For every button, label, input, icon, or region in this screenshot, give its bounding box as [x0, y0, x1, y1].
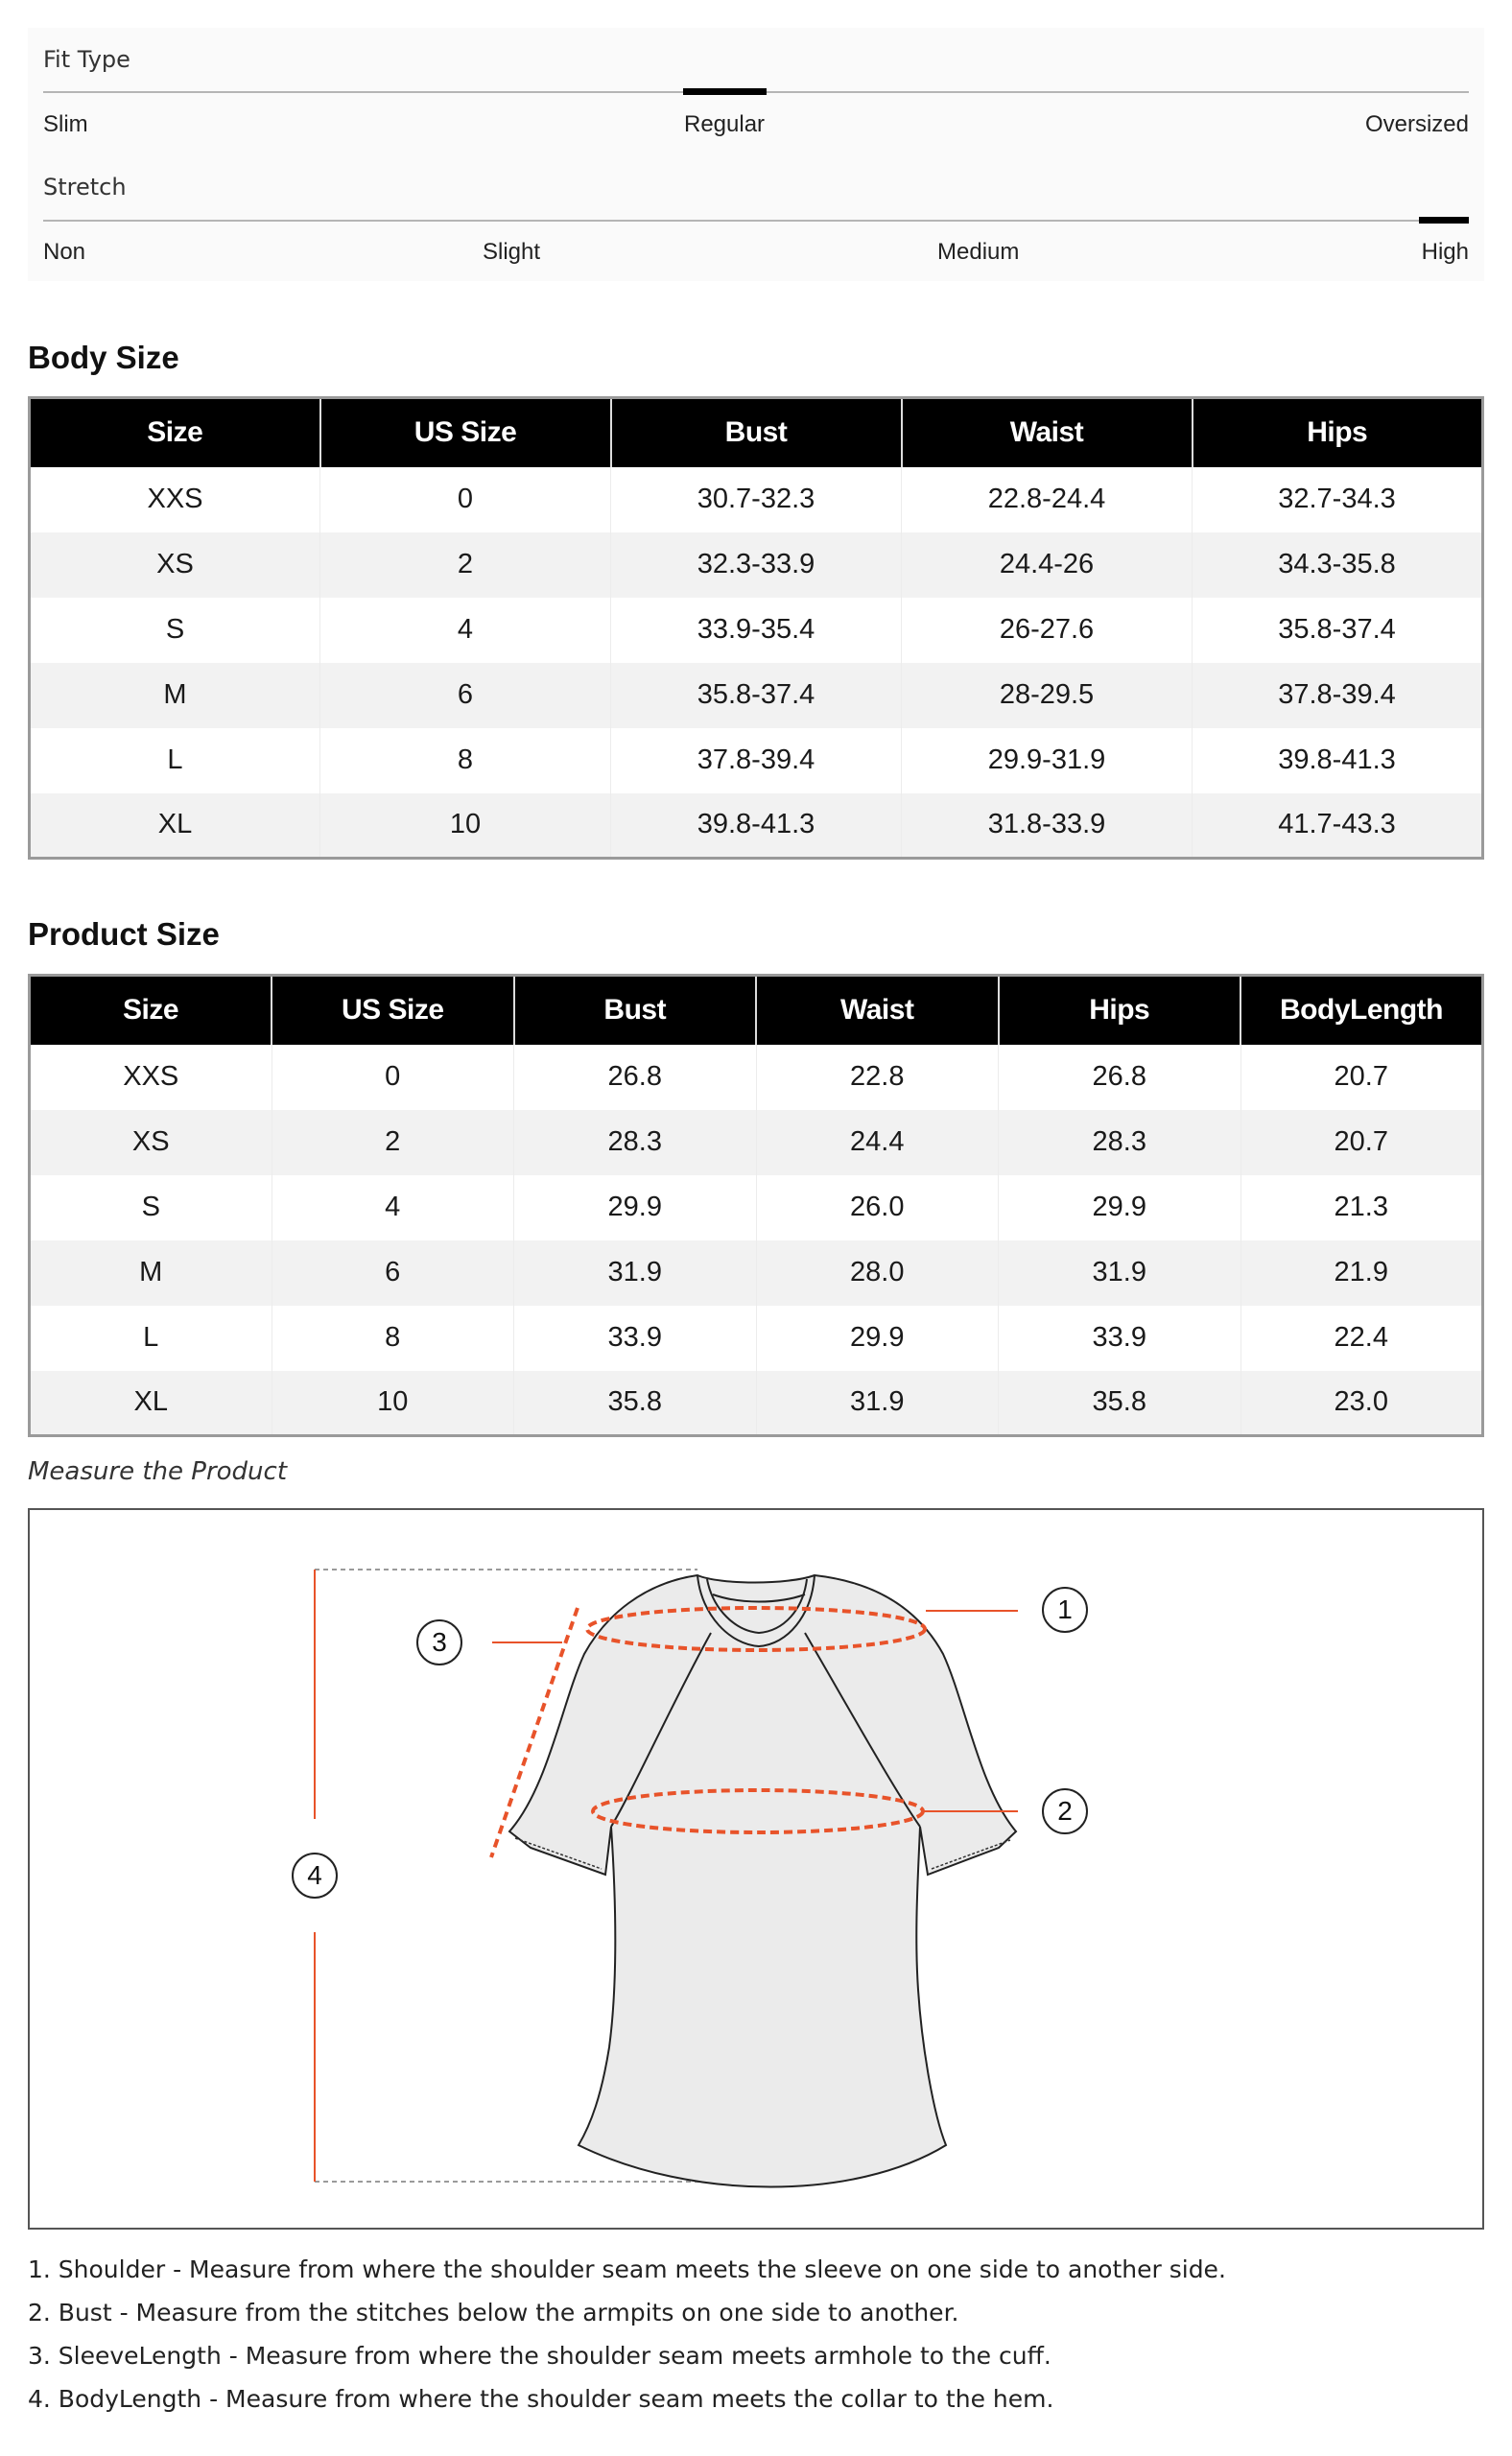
- table-cell: 33.9: [514, 1306, 757, 1371]
- column-header: Hips: [1193, 398, 1483, 467]
- table-cell: 6: [320, 663, 611, 728]
- table-cell: XXS: [30, 467, 320, 532]
- table-cell: 37.8-39.4: [611, 728, 902, 793]
- table-row: [30, 663, 1483, 728]
- marker-1-icon: 1: [1042, 1587, 1088, 1633]
- table-cell: 2: [320, 532, 611, 598]
- column-header: Size: [30, 398, 320, 467]
- table-cell: 31.9: [999, 1240, 1241, 1306]
- table-cell: 4: [272, 1175, 514, 1240]
- table-cell: 28.3: [999, 1110, 1241, 1175]
- table-cell: 39.8-41.3: [611, 793, 902, 859]
- table-row: [30, 1306, 1483, 1371]
- table-cell: L: [30, 728, 320, 793]
- table-row: [30, 1175, 1483, 1240]
- table-cell: 0: [272, 1045, 514, 1110]
- table-cell: 21.9: [1240, 1240, 1483, 1306]
- table-cell: S: [30, 1175, 272, 1240]
- product-size-title: Product Size: [28, 916, 220, 952]
- table-cell: 28-29.5: [902, 663, 1193, 728]
- table-cell: 35.8-37.4: [611, 663, 902, 728]
- table-cell: 39.8-41.3: [1193, 728, 1483, 793]
- note-shoulder: 1. Shoulder - Measure from where the shoulder seam meets the sleeve on one side to another side.: [28, 2255, 1226, 2283]
- column-header: US Size: [320, 398, 611, 467]
- table-cell: 26.8: [514, 1045, 757, 1110]
- table-cell: XL: [30, 1371, 272, 1436]
- table-cell: 30.7-32.3: [611, 467, 902, 532]
- fit-option-slim: Slim: [43, 111, 88, 137]
- table-cell: XS: [30, 532, 320, 598]
- table-row: [30, 532, 1483, 598]
- table-cell: 0: [320, 467, 611, 532]
- table-cell: 24.4-26: [902, 532, 1193, 598]
- table-row: [30, 1045, 1483, 1110]
- table-cell: 29.9-31.9: [902, 728, 1193, 793]
- column-header: Waist: [756, 976, 999, 1045]
- stretch-indicator: [1419, 217, 1469, 224]
- table-cell: 23.0: [1240, 1371, 1483, 1436]
- body-size-table: [28, 396, 1484, 860]
- table-cell: 20.7: [1240, 1045, 1483, 1110]
- product-size-table: [28, 974, 1484, 1437]
- table-cell: 31.9: [514, 1240, 757, 1306]
- table-cell: 2: [272, 1110, 514, 1175]
- stretch-option-slight: Slight: [483, 239, 541, 265]
- table-row: [30, 1371, 1483, 1436]
- table-header-row: [30, 976, 1483, 1045]
- table-cell: 8: [272, 1306, 514, 1371]
- measurement-diagram: [28, 1508, 1484, 2230]
- marker-2-icon: 2: [1042, 1788, 1088, 1834]
- column-header: Bust: [514, 976, 757, 1045]
- table-row: [30, 728, 1483, 793]
- fit-option-regular: Regular: [684, 111, 766, 137]
- table-cell: 4: [320, 598, 611, 663]
- measure-caption: Measure the Product: [28, 1457, 288, 1486]
- table-cell: 28.0: [756, 1240, 999, 1306]
- stretch-option-medium: Medium: [937, 239, 1020, 265]
- table-cell: 37.8-39.4: [1193, 663, 1483, 728]
- table-cell: S: [30, 598, 320, 663]
- table-cell: 35.8-37.4: [1193, 598, 1483, 663]
- table-cell: 20.7: [1240, 1110, 1483, 1175]
- table-cell: 29.9: [514, 1175, 757, 1240]
- column-header: Waist: [902, 398, 1193, 467]
- column-header: BodyLength: [1240, 976, 1483, 1045]
- marker-3-icon: 3: [416, 1619, 462, 1665]
- table-cell: 8: [320, 728, 611, 793]
- table-cell: 31.9: [756, 1371, 999, 1436]
- marker-4-icon: 4: [292, 1853, 338, 1899]
- table-row: [30, 1240, 1483, 1306]
- column-header: Hips: [999, 976, 1241, 1045]
- fit-type-indicator: [683, 88, 767, 95]
- table-cell: 29.9: [999, 1175, 1241, 1240]
- column-header: Bust: [611, 398, 902, 467]
- shirt-outline: [509, 1575, 1016, 2187]
- table-cell: 21.3: [1240, 1175, 1483, 1240]
- table-cell: M: [30, 663, 320, 728]
- stretch-scale: [43, 220, 1469, 222]
- stretch-option-high: High: [1421, 239, 1469, 265]
- table-cell: L: [30, 1306, 272, 1371]
- table-cell: 29.9: [756, 1306, 999, 1371]
- note-body-length: 4. BodyLength - Measure from where the shoulder seam meets the collar to the hem.: [28, 2385, 1054, 2413]
- table-cell: 22.8: [756, 1045, 999, 1110]
- table-cell: 33.9: [999, 1306, 1241, 1371]
- table-cell: 22.4: [1240, 1306, 1483, 1371]
- fit-panel: [28, 28, 1484, 281]
- table-cell: 6: [272, 1240, 514, 1306]
- table-cell: 26.0: [756, 1175, 999, 1240]
- tshirt-illustration: [30, 1510, 1482, 2228]
- stretch-label: Stretch: [43, 174, 127, 201]
- note-bust: 2. Bust - Measure from the stitches below the armpits on one side to another.: [28, 2299, 959, 2326]
- table-row: [30, 598, 1483, 663]
- table-cell: 35.8: [514, 1371, 757, 1436]
- table-cell: XXS: [30, 1045, 272, 1110]
- table-row: [30, 793, 1483, 859]
- table-cell: 22.8-24.4: [902, 467, 1193, 532]
- table-row: [30, 1110, 1483, 1175]
- table-cell: 24.4: [756, 1110, 999, 1175]
- table-cell: 10: [272, 1371, 514, 1436]
- note-sleeve-length: 3. SleeveLength - Measure from where the shoulder seam meets armhole to the cuff.: [28, 2342, 1051, 2370]
- table-cell: 35.8: [999, 1371, 1241, 1436]
- table-row: [30, 467, 1483, 532]
- column-header: US Size: [272, 976, 514, 1045]
- table-cell: 26.8: [999, 1045, 1241, 1110]
- table-cell: 33.9-35.4: [611, 598, 902, 663]
- table-cell: 26-27.6: [902, 598, 1193, 663]
- measurement-notes: [28, 2253, 1226, 2425]
- table-cell: 32.7-34.3: [1193, 467, 1483, 532]
- column-header: Size: [30, 976, 272, 1045]
- table-cell: 34.3-35.8: [1193, 532, 1483, 598]
- stretch-option-non: Non: [43, 239, 86, 265]
- table-cell: 41.7-43.3: [1193, 793, 1483, 859]
- table-cell: M: [30, 1240, 272, 1306]
- table-cell: XS: [30, 1110, 272, 1175]
- body-size-title: Body Size: [28, 340, 179, 375]
- table-cell: 32.3-33.9: [611, 532, 902, 598]
- table-cell: 28.3: [514, 1110, 757, 1175]
- fit-option-oversized: Oversized: [1364, 111, 1469, 137]
- table-cell: XL: [30, 793, 320, 859]
- table-header-row: [30, 398, 1483, 467]
- table-cell: 10: [320, 793, 611, 859]
- fit-type-label: Fit Type: [43, 46, 130, 73]
- table-cell: 31.8-33.9: [902, 793, 1193, 859]
